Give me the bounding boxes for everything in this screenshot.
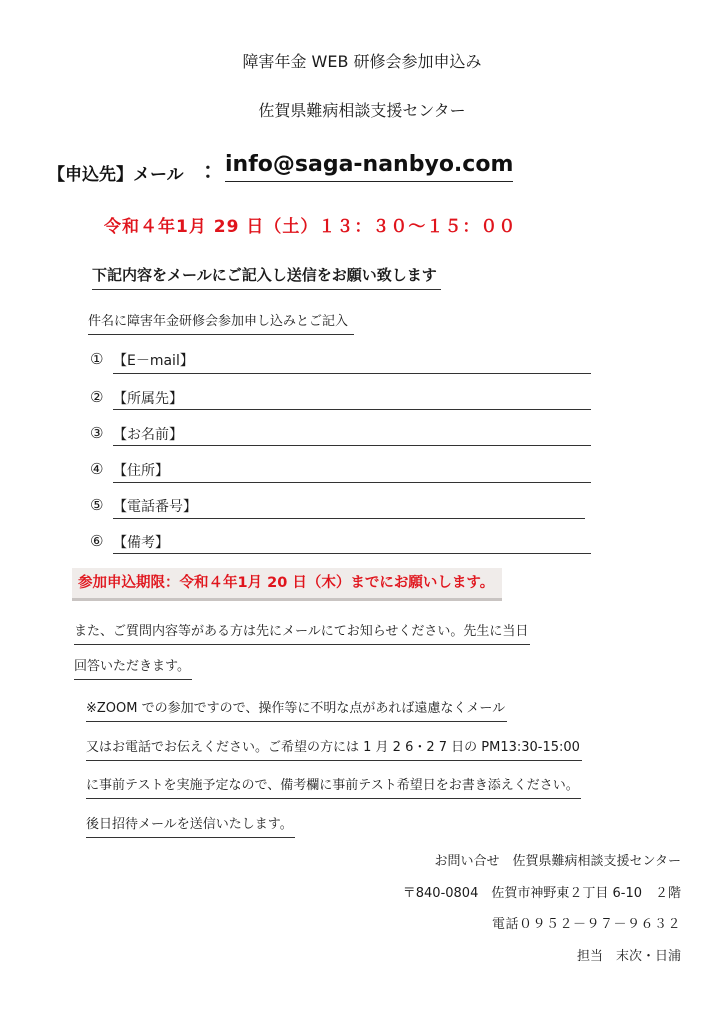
field-label-phone: 【電話番号】 [113,499,197,515]
field-line-remarks [113,553,591,554]
field-line-name [113,445,591,446]
field-number-remarks: ⑥ [90,532,104,550]
field-label-address: 【住所】 [113,463,169,479]
destination-email: info@saga-nanbyo.com [225,152,513,182]
note-line: また、ご質問内容等がある方は先にメールにてお知らせください。先生に当日 [74,620,530,645]
field-number-name: ③ [90,424,104,442]
field-line-email [113,373,591,374]
note-line: 回答いただきます。 [74,655,192,680]
field-line-address [113,482,591,483]
phone-number: 電話０９５２－９７－９６３２ [491,917,681,932]
field-label-remarks: 【備考】 [113,535,169,551]
note-line: 後日招待メールを送信いたします。 [86,813,295,838]
note-line: に事前テストを実施予定なので、備考欄に事前テスト希望日をお書き添えください。 [86,774,581,799]
staff-in-charge: 担当 末次・日浦 [576,949,681,964]
application-deadline: 参加申込期限：令和４年1月 20 日（木）までにお願いします。 [72,568,502,601]
field-number-address: ④ [90,460,104,478]
event-date: 令和４年1月 29 日（土）１３：３０～１５：００ [104,217,517,237]
destination-separator: ： [203,159,224,183]
destination-label: 【申込先】メール [48,165,184,185]
document-title: 障害年金 WEB 研修会参加申込み [242,52,482,71]
field-number-phone: ⑤ [90,496,104,514]
field-line-phone [113,518,585,519]
note-line: ※ZOOM での参加ですので、操作等に不明な点があれば遠慮なくメール [86,697,507,722]
field-number-affiliation: ② [90,388,104,406]
subject-note: 件名に障害年金研修会参加申し込みとご記入 [88,310,354,335]
note-line: 又はお電話でお伝えください。ご希望の方には 1 月 2 6・2 7 日の PM13:30-15:00 [86,736,582,761]
field-line-affiliation [113,409,591,410]
postal-address: 〒840-0804 佐賀市神野東２丁目 6-10 ２階 [402,886,681,901]
instruction-heading: 下記内容をメールにご記入し送信をお願い致します [92,264,441,290]
field-label-affiliation: 【所属先】 [113,391,183,407]
field-label-name: 【お名前】 [113,427,183,443]
contact-line: お問い合せ 佐賀県難病相談支援センター [434,854,681,869]
field-label-email: 【E－mail】 [113,353,194,369]
field-number-email: ① [90,350,104,368]
organizer-name: 佐賀県難病相談支援センター [258,101,466,120]
